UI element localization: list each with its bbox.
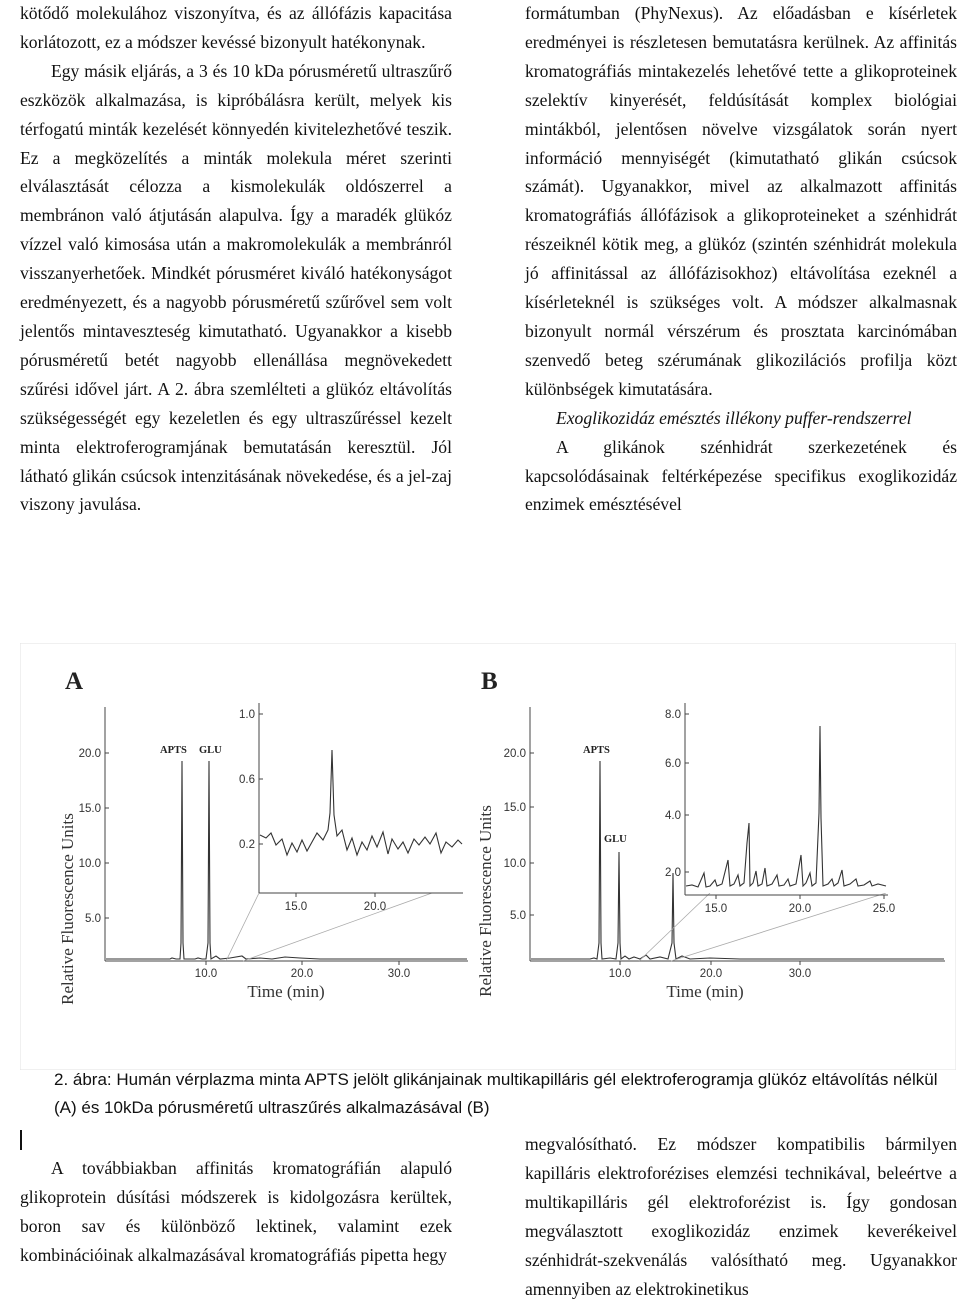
paragraph: megvalósítható. Ez módszer kompatibilis bármilyen kapilláris elektroforézises elemzési technikával, beleértve a multikapilláris gél elektroforézist is. Így gondosan megválasztott exoglikozidáz enzimek keverékeivel szénhidrát-szekvenálás valósítható meg. Ugyanakkor amennyiben az elektrokinetikus bbox=[525, 1134, 957, 1299]
inset-y-tick-b: 2.0 bbox=[665, 867, 681, 879]
change-bar bbox=[20, 1130, 22, 1150]
inset-a bbox=[259, 698, 463, 893]
text-column-left-top bbox=[20, 0, 452, 519]
text-column-right-top bbox=[525, 0, 957, 519]
inset-x-tick-a: 20.0 bbox=[363, 901, 387, 913]
figure-svg bbox=[20, 643, 956, 1070]
peak-label-apts-a: APTS bbox=[160, 745, 187, 756]
y-tick-b: 15.0 bbox=[503, 802, 526, 814]
peak-label-apts-b: APTS bbox=[583, 745, 610, 756]
y-tick-a: 15.0 bbox=[78, 803, 101, 815]
x-tick-b: 20.0 bbox=[699, 968, 723, 980]
y-axis-label-a: Relative Fluorescence Units bbox=[58, 813, 77, 1005]
x-tick-a: 10.0 bbox=[194, 968, 218, 980]
y-axis-label-b: Relative Fluorescence Units bbox=[476, 805, 495, 997]
y-tick-a: 20.0 bbox=[78, 748, 101, 760]
x-axis-label-a: Time (min) bbox=[247, 982, 325, 1001]
y-tick-b: 20.0 bbox=[503, 748, 526, 760]
paragraph: A továbbiakban affinitás kromatográfián alapuló glikoprotein dúsítási módszerek is kidolgozásra kerültek, boron sav és különböző lektinek, valamint ezek kombinációinak alkalmazásával kromatográfiás pipetta hegy bbox=[20, 1158, 452, 1265]
caption-text: 2. ábra: Humán vérplazma minta APTS jelölt glikánjainak multikapilláris gél elektroferogramja glükóz eltávolítás nélkül (A) és 10kDa pórusméretű ultraszűrés alkalmazásával (B) bbox=[54, 1070, 938, 1117]
inset-y-tick-a: 0.2 bbox=[239, 839, 255, 851]
figure-electropherograms bbox=[20, 643, 956, 1070]
inset-y-tick-b: 8.0 bbox=[665, 709, 681, 721]
figure-caption bbox=[54, 1066, 954, 1122]
panel-label-a: A bbox=[65, 668, 84, 695]
paragraph: Egy másik eljárás, a 3 és 10 kDa pórusméretű ultraszűrő eszközök alkalmazása, is kipróbálásra került, melyek kis térfogatú minták kezelését könnyedén kivitelezhetővé teszik. Ez a megközelítés a minták molekula méret szerinti elválasztását célozza a kismolekulák oldószerrel a membránon való átjutásán alapulva. Így a maradék glükóz vízzel való kimosása után a makromolekulák a membránról visszanyerhetőek. Mindkét pórusméret kiváló hatékonyságot eredményezett, és a nagyobb pórusméretű szűrővel sem volt jelentős mintaveszteség kimutatható. Ugyanakkor a kisebb pórusméretű betét nagyobb ellenállása megnövekedett szűrési idővel járt. A 2. ábra szemlélteti a glükóz eltávolítás szükségességét egy kezeletlen és egy ultraszűréssel kezelt minta elektroferogramjának bemutatásán keresztül. Jól látható glikán csúcsok intenzitásának növekedése, és a jel-zaj viszony javulása. bbox=[20, 60, 452, 515]
inset-y-tick-b: 4.0 bbox=[665, 810, 681, 822]
y-tick-b: 5.0 bbox=[510, 910, 526, 922]
inset-y-tick-b: 6.0 bbox=[665, 758, 681, 770]
panel-label-b: B bbox=[481, 668, 498, 695]
y-tick-b: 10.0 bbox=[503, 858, 526, 870]
paragraph: formátumban (PhyNexus). Az előadásban e kísérletek eredményei is részletesen bemutatásra kerülnek. Az affinitás kromatográfiás mintakezelés lehetővé tette a glikoproteinek szelektív kinyerését, feldúsítását komplex biológiai mintákból, jelentősen növelve vizsgálatok során nyert információ mennyiségét (kimutatható glikán csúcsok számát). Ugyanakkor, mivel az alkalmazott affinitás kromatográfiás állófázisok a glikoproteineket a szénhidrát részeiknél kötik meg, a glükóz (szintén szénhidrát molekula jó affinitással az állófázisokhoz) eltávolítása ezeknél a kísérleteknél is szükséges volt. A módszer alkalmasnak bizonyult normál vérszérum és prosztata karcinómában szenvedő beteg szérumának glikozilációs profilja közt különbségek kimutatására. bbox=[525, 3, 957, 399]
x-tick-a: 30.0 bbox=[387, 968, 411, 980]
inset-y-tick-a: 1.0 bbox=[239, 709, 255, 721]
x-tick-b: 10.0 bbox=[608, 968, 632, 980]
y-tick-a: 5.0 bbox=[85, 913, 101, 925]
paragraph: kötődő molekulához viszonyítva, és az állófázis kapacitása korlátozott, ez a módszer kevéssé bizonyult hatékonynak. bbox=[20, 3, 452, 52]
text-column-left-bottom bbox=[20, 1154, 452, 1270]
peak-label-glu-b: GLU bbox=[604, 834, 627, 845]
text-column-right-bottom bbox=[525, 1130, 957, 1303]
inset-x-tick-b: 20.0 bbox=[788, 903, 812, 915]
inset-x-tick-b: 25.0 bbox=[872, 903, 896, 915]
peak-label-glu-a: GLU bbox=[199, 745, 222, 756]
inset-b bbox=[685, 698, 895, 893]
inset-x-tick-b: 15.0 bbox=[704, 903, 728, 915]
section-heading: Exoglikozidáz emésztés illékony puffer-rendszerrel bbox=[556, 407, 912, 428]
paragraph: A glikánok szénhidrát szerkezetének és kapcsolódásainak feltérképezése specifikus exoglikozidáz enzimek emésztésével bbox=[525, 436, 957, 515]
x-tick-a: 20.0 bbox=[290, 968, 314, 980]
inset-x-tick-a: 15.0 bbox=[284, 901, 308, 913]
x-tick-b: 30.0 bbox=[788, 968, 812, 980]
y-tick-a: 10.0 bbox=[78, 858, 101, 870]
inset-y-tick-a: 0.6 bbox=[239, 774, 255, 786]
x-axis-label-b: Time (min) bbox=[666, 982, 744, 1001]
